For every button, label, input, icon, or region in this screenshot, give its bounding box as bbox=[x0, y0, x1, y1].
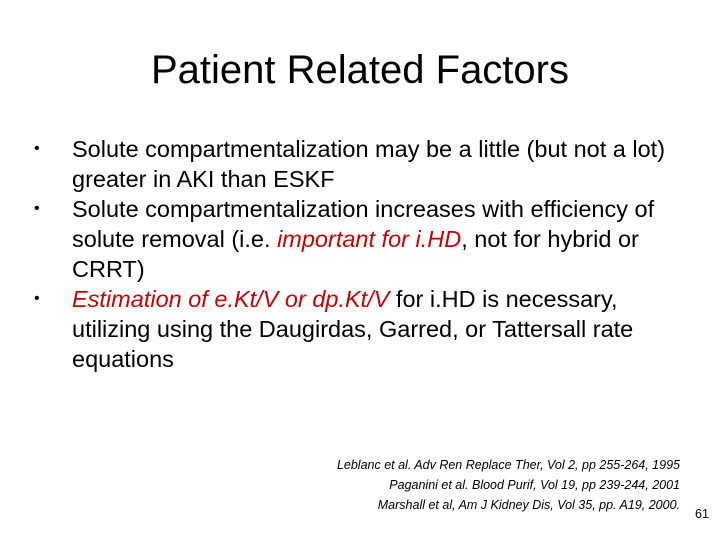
references bbox=[220, 455, 680, 515]
bullet-text: Solute compartmentalization increases with efficiency of solute removal (i.e. bbox=[72, 196, 655, 252]
bullet-text: , not for hybrid or CRRT) bbox=[72, 226, 639, 282]
bullet-item bbox=[34, 284, 674, 374]
bullet-text: for i.HD is necessary, utilizing using the Daugirdas, Garred, or Tattersall rate equations bbox=[72, 286, 634, 372]
bullet-item bbox=[34, 194, 674, 284]
bullet-marker: • bbox=[34, 290, 40, 307]
bullet-list bbox=[34, 134, 674, 374]
slide-title: Patient Related Factors bbox=[151, 48, 569, 92]
reference-line: Marshall et al, Am J Kidney Dis, Vol 35, pp. A19, 2000. bbox=[377, 498, 680, 512]
bullet-item bbox=[34, 134, 674, 194]
bullet-marker: • bbox=[34, 200, 40, 217]
page-number: 61 bbox=[695, 507, 709, 521]
reference-line: Paganini et al. Blood Purif, Vol 19, pp 239-244, 2001 bbox=[389, 478, 680, 492]
reference-line: Leblanc et al. Adv Ren Replace Ther, Vol 2, pp 255-264, 1995 bbox=[336, 458, 680, 472]
bullet-emphasis: Estimation of e.Kt/V or dp.Kt/V bbox=[72, 286, 390, 312]
bullet-marker: • bbox=[34, 140, 40, 157]
bullet-text: Solute compartmentalization may be a little (but not a lot) greater in AKI than ESKF bbox=[72, 136, 666, 192]
bullet-emphasis: important for i.HD bbox=[277, 226, 462, 252]
